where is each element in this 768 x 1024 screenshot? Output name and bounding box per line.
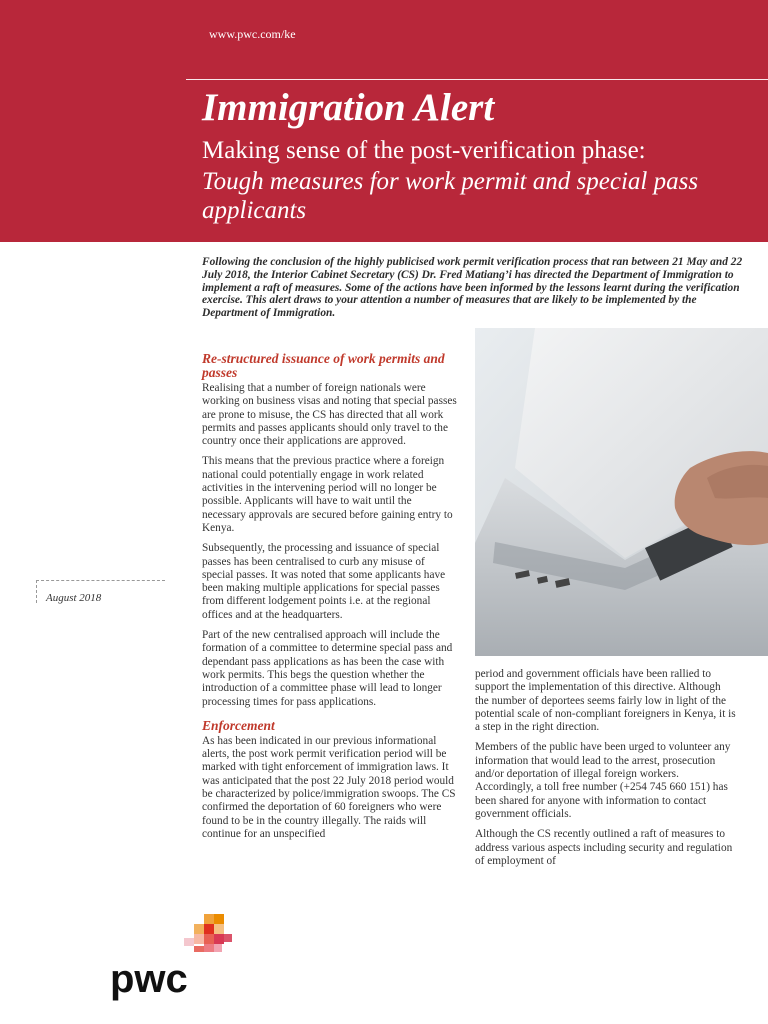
- section-heading-enforcement: Enforcement: [202, 717, 275, 733]
- logo-wordmark: pwc: [110, 957, 188, 1001]
- left-column: [202, 352, 458, 848]
- website-url[interactable]: www.pwc.com/ke: [209, 27, 296, 41]
- publication-date: August 2018: [46, 592, 102, 604]
- page-subtitle-italic: Tough measures for work permit and special pass applicants: [202, 168, 699, 224]
- body-paragraph: Subsequently, the processing and issuance of special passes has been centralised to curb any misuse of special passes. It was noted that some applicants have been making multiple applications for special passes from different lodgement points i.e. at the regional offices and at the headquarters.: [202, 542, 446, 621]
- header-banner: [0, 0, 768, 242]
- pwc-logo: [110, 912, 240, 1007]
- body-paragraph: Although the CS recently outlined a raft of measures to address various aspects including security and regulation of employment of: [475, 828, 733, 867]
- body-paragraph: As has been indicated in our previous informational alerts, the post work permit verification period will be marked with tight enforcement of immigration laws. It was anticipated that the post 22 July 2018 period would be characterized by police/immigration swoops. The CS confirmed the deportation of 60 foreigners who were found to be in the country illegally. The raids will continue for an unspecified: [202, 734, 456, 840]
- body-paragraph: Members of the public have been urged to volunteer any information that would lead to the arrest, prosecution and/or deportation of illegal foreign workers. Accordingly, a toll free number (+254 745 660 151) has been shared for anyone with information to contact government officials.: [475, 741, 731, 820]
- page-title: Immigration Alert: [202, 86, 495, 129]
- intro-paragraph: Following the conclusion of the highly publicised work permit verification process that ran between 21 May and 22 July 2018, the Interior Cabinet Secretary (CS) Dr. Fred Matiang’i has directed the Department of Immigration to implement a raft of measures. Some of the actions have been informed by the lessons learnt during the verification exercise. This alert draws to your attention a number of measures that are likely to be implemented by the Department of Immigration.: [202, 256, 743, 320]
- section-heading-restructured: Re-structured issuance of work permits and passes: [202, 351, 445, 380]
- laptop-photo: [475, 328, 768, 656]
- right-column: [475, 668, 737, 875]
- page-subtitle: Making sense of the post-verification phase:: [202, 137, 646, 164]
- body-paragraph: period and government officials have been rallied to support the implementation of this directive. Although the number of deportees seems fairly low in light of the potential scale of non-compliant foreigners in Kenya, it is a step in the right direction.: [475, 668, 736, 734]
- header-divider: [186, 79, 768, 80]
- body-paragraph: Realising that a number of foreign nationals were working on business visas and noting that special passes are prone to misuse, the CS has directed that all work permits and passes applicants should only travel to the country once their applications are approved.: [202, 382, 457, 448]
- logo-mosaic: [184, 914, 232, 952]
- body-paragraph: Part of the new centralised approach will include the formation of a committee to determine special pass and dependant pass applications as has been the case with work permits. This begs the question whether the introduction of a committee phase will lead to longer processing times for pass applications.: [202, 629, 453, 708]
- body-paragraph: This means that the previous practice where a foreign national could potentially engage in work related activities in the intervening period will no longer be possible. Applicants will have to wait until the necessary approvals are secured before gaining entry to Kenya.: [202, 455, 453, 534]
